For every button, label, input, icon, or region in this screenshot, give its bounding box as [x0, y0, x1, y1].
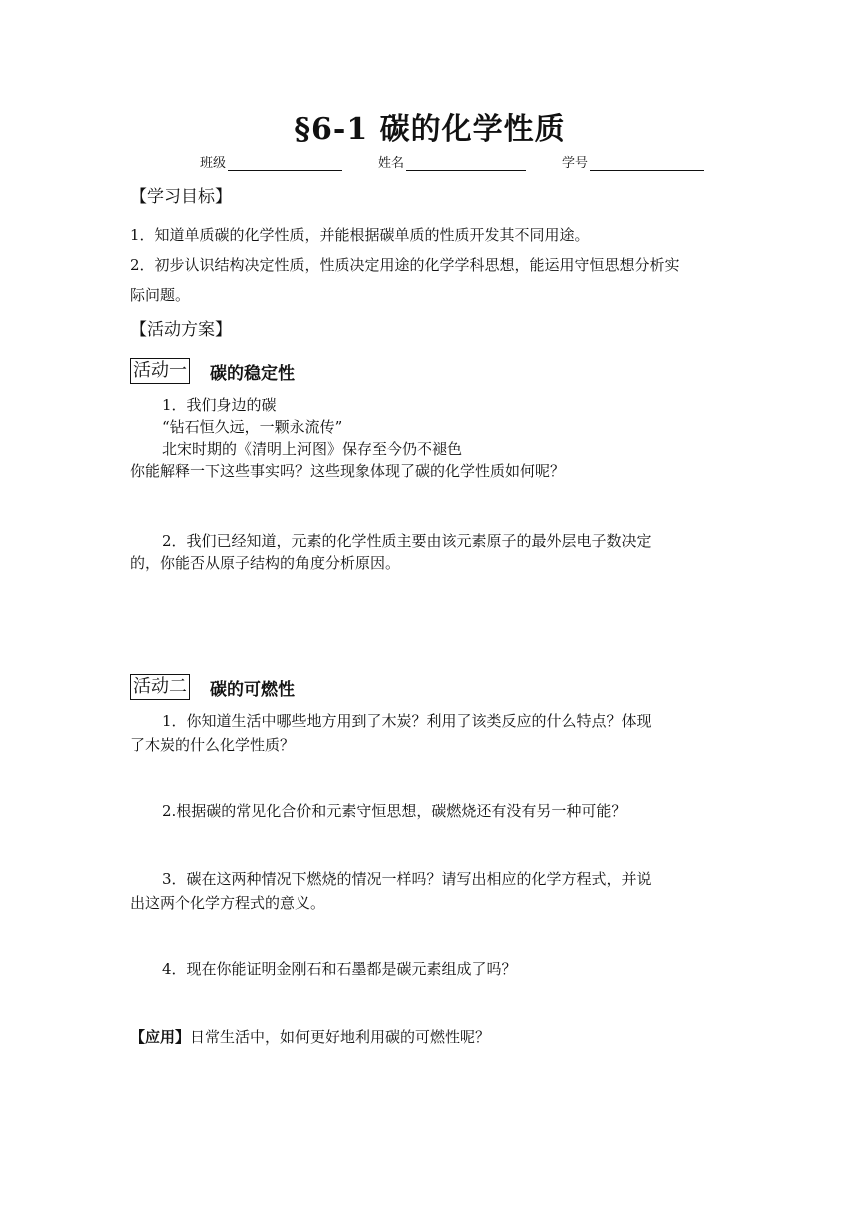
- activity2-tag: 活动二: [130, 674, 190, 700]
- activity2-header: [130, 674, 295, 700]
- application-row: [130, 1024, 490, 1050]
- class-field[interactable]: [200, 152, 342, 171]
- name-label: 姓名: [378, 156, 405, 171]
- goal-item-2-cont: 际问题。: [130, 286, 191, 304]
- activity2-q2: 2.根据碳的常见化合价和元素守恒思想，碳燃烧还有没有另一种可能？: [162, 802, 627, 820]
- name-field[interactable]: [378, 152, 526, 171]
- activity1-header: [130, 358, 295, 384]
- page-title: §6-1 碳的化学性质: [294, 112, 566, 147]
- activity1-q2-line1: 2．我们已经知道，元素的化学性质主要由该元素原子的最外层电子数决定: [162, 532, 652, 550]
- activity1-question: 你能解释一下这些事实吗？这些现象体现了碳的化学性质如何呢？: [130, 462, 566, 480]
- activity2-q3-line1: 3．碳在这两种情况下燃烧的情况一样吗？请写出相应的化学方程式，并说: [162, 870, 652, 888]
- activity2-q4: 4．现在你能证明金刚石和石墨都是碳元素组成了吗？: [162, 960, 517, 978]
- number-blank[interactable]: [590, 156, 704, 171]
- activity2-q1-line2: 了木炭的什么化学性质？: [130, 736, 296, 754]
- activity1-painting: 北宋时期的《清明上河图》保存至今仍不褪色: [162, 440, 463, 458]
- activity2-title: 碳的可燃性: [210, 679, 295, 700]
- student-info-fields: [200, 152, 740, 171]
- activity2-q3-line2: 出这两个化学方程式的意义。: [130, 894, 326, 912]
- goal-item-2: 2．初步认识结构决定性质，性质决定用途的化学学科思想，能运用守恒思想分析实: [130, 256, 680, 274]
- activity1-q1: 1．我们身边的碳: [162, 396, 277, 414]
- class-blank[interactable]: [228, 156, 342, 171]
- plan-heading: 【活动方案】: [130, 320, 232, 340]
- application-text: 日常生活中，如何更好地利用碳的可燃性呢？: [190, 1028, 491, 1046]
- activity1-quote: “钻石恒久远，一颗永流传”: [162, 418, 343, 436]
- application-label: 【应用】: [130, 1028, 191, 1046]
- activity1-title: 碳的稳定性: [210, 363, 295, 384]
- goals-heading: 【学习目标】: [130, 187, 232, 207]
- number-field[interactable]: [562, 152, 704, 171]
- name-blank[interactable]: [406, 156, 526, 171]
- class-label: 班级: [200, 156, 227, 171]
- goal-item-1: 1．知道单质碳的化学性质，并能根据碳单质的性质开发其不同用途。: [130, 226, 590, 244]
- number-label: 学号: [562, 156, 589, 171]
- activity1-q2-line2: 的，你能否从原子结构的角度分析原因。: [130, 554, 401, 572]
- activity2-q1-line1: 1．你知道生活中哪些地方用到了木炭？利用了该类反应的什么特点？体现: [162, 712, 652, 730]
- activity1-tag: 活动一: [130, 358, 190, 384]
